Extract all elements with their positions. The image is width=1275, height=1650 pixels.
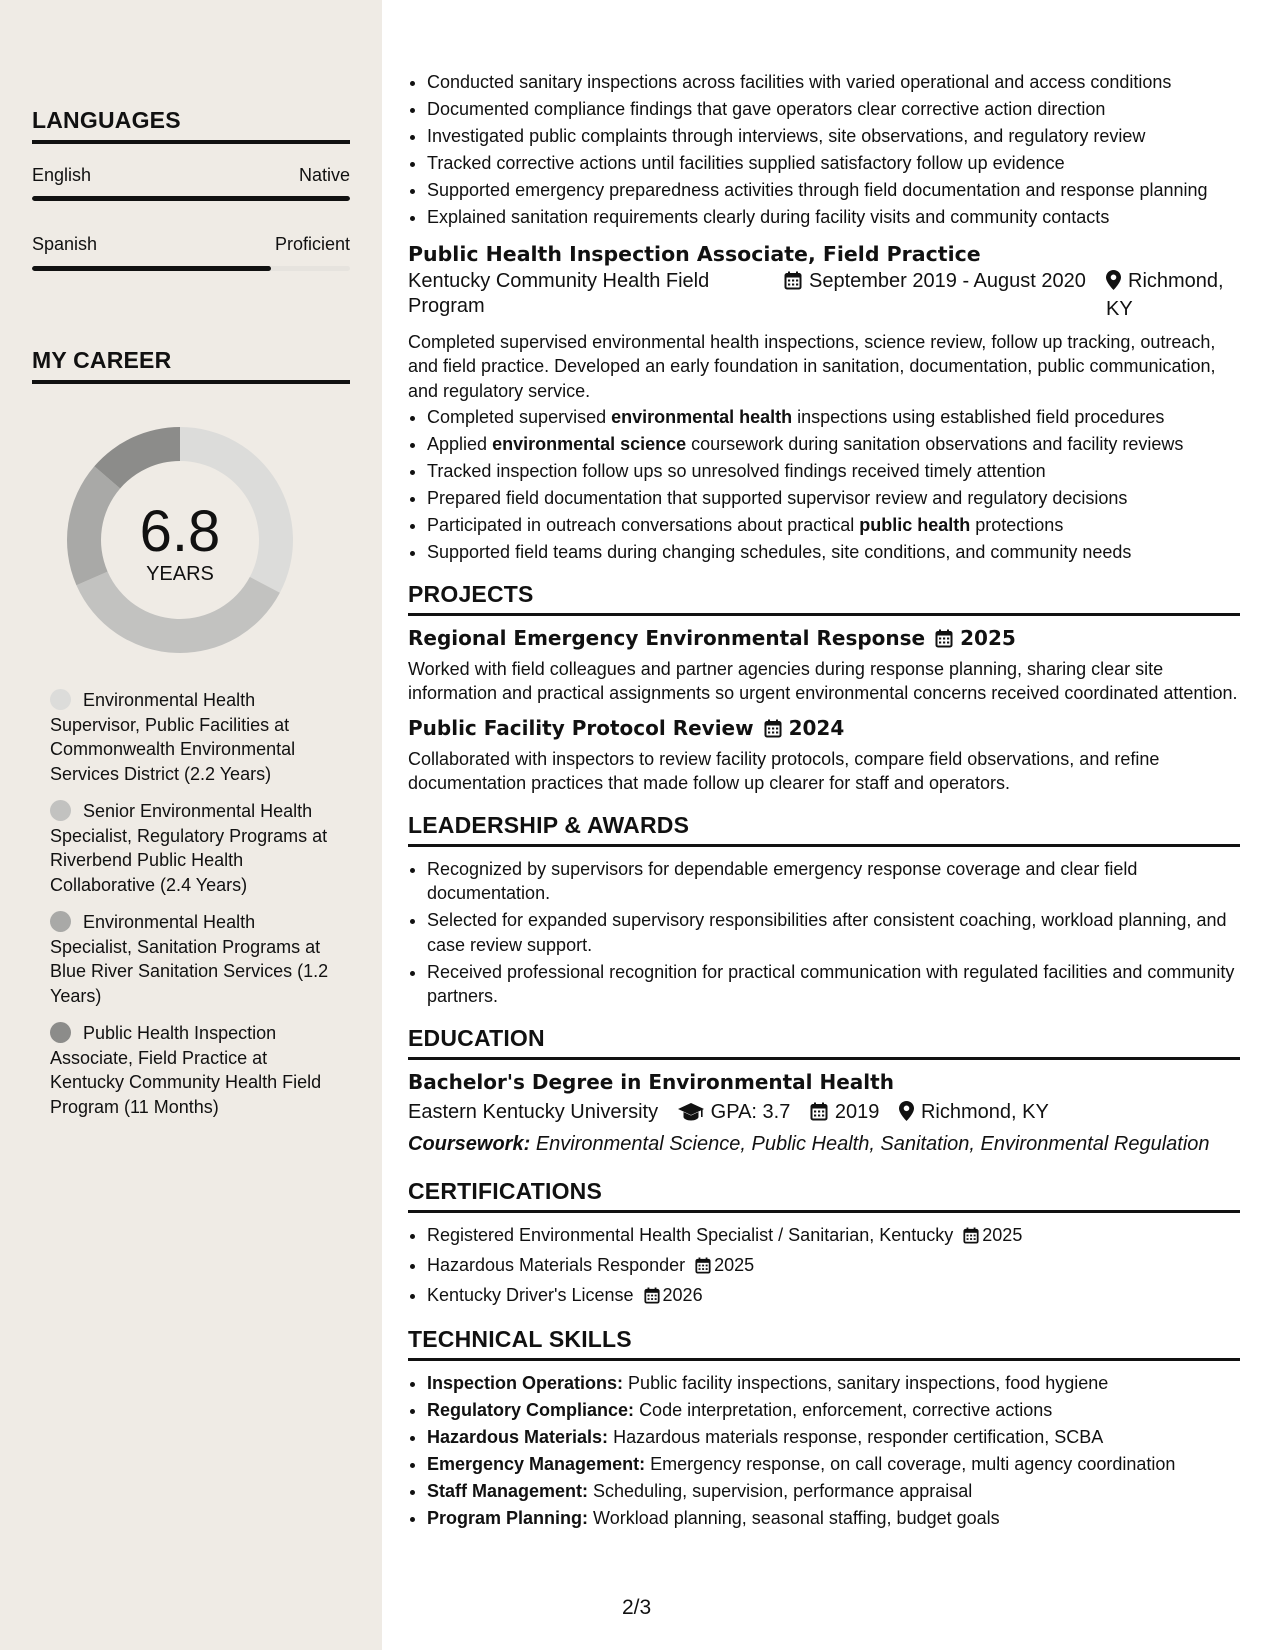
calendar-icon: [695, 1256, 711, 1281]
calendar-icon: [935, 629, 953, 653]
language-bar-fill: [32, 196, 350, 201]
skill-label: Staff Management:: [427, 1481, 589, 1501]
calendar-icon: [810, 1101, 828, 1129]
language-row-english: [32, 165, 350, 186]
bullet-text: inspections using established field procedures: [792, 407, 1165, 427]
graduation-year: 2019: [834, 1100, 880, 1123]
education-heading: EDUCATION: [408, 1025, 1240, 1060]
languages-heading: LANGUAGES: [32, 107, 350, 144]
job-dates-text: September 2019 - August 2020: [809, 269, 1086, 292]
language-row-spanish: [32, 234, 350, 255]
project-name: Public Facility Protocol Review: [408, 715, 754, 740]
language-level: Proficient: [274, 234, 350, 254]
career-item: [50, 688, 330, 786]
list-item: • Recognized by supervisors for dependable emergency response coverage and clear field documentation.: [427, 857, 1240, 906]
bullet-text: Tracked inspection follow ups so unresolved findings received timely attention: [427, 461, 1046, 481]
language-name: Spanish: [32, 234, 98, 254]
skills-heading: TECHNICAL SKILLS: [408, 1326, 1240, 1361]
leadership-heading: LEADERSHIP & AWARDS: [408, 812, 1240, 847]
location-pin-icon: [1106, 270, 1121, 297]
project-description: Collaborated with inspectors to review facility protocols, compare field observations, and refine documentation practices that made follow up clearer for staff and operators.: [408, 748, 1160, 793]
skill-text: Scheduling, supervision, performance appraisal: [593, 1481, 973, 1501]
job-location: [1106, 269, 1240, 322]
list-item: [427, 1253, 1240, 1281]
bullet-bold: environmental health: [611, 407, 793, 427]
language-level: Native: [298, 165, 350, 185]
school-location: Richmond, KY: [920, 1100, 1049, 1123]
list-item: [427, 1452, 1240, 1477]
certification-name: Hazardous Materials Responder: [427, 1254, 686, 1275]
certifications-heading: CERTIFICATIONS: [408, 1178, 1240, 1213]
skill-text: Public facility inspections, sanitary inspections, food hygiene: [628, 1373, 1109, 1393]
list-item: • Explained sanitation requirements clearly during facility visits and community contacts: [427, 205, 1240, 230]
list-item: [427, 1398, 1240, 1423]
job-meta: [408, 269, 1240, 322]
projects-heading: PROJECTS: [408, 581, 1240, 616]
language-bar-english: [32, 196, 350, 201]
list-item: • Investigated public complaints through interviews, site observations, and regulatory review: [427, 124, 1240, 149]
education-meta: [408, 1098, 1240, 1129]
certification-year: 2026: [662, 1284, 703, 1305]
calendar-icon: [963, 1226, 979, 1251]
skill-label: Inspection Operations:: [427, 1373, 624, 1393]
main-content: [408, 70, 1240, 1533]
career-legend-dot: [50, 800, 71, 821]
list-item: [427, 1223, 1240, 1251]
sidebar: [0, 0, 382, 1650]
bullet-text: Supported field teams during changing schedules, site conditions, and community needs: [427, 542, 1132, 562]
job-bullets: [408, 405, 1240, 565]
location-pin-icon: [899, 1101, 914, 1129]
career-item: [50, 1021, 330, 1119]
calendar-icon: [644, 1286, 660, 1311]
list-item: [427, 513, 1240, 538]
page-number: 2/3: [622, 1596, 652, 1619]
list-item: [427, 1371, 1240, 1396]
skills-list: [408, 1371, 1240, 1531]
list-item: [427, 459, 1240, 484]
bullet-text: Completed supervised: [427, 407, 612, 427]
career-legend-dot: [50, 1022, 71, 1043]
career-legend-dot: [50, 911, 71, 932]
bullet-text: protections: [970, 515, 1064, 535]
skill-text: Code interpretation, enforcement, corrective actions: [639, 1400, 1053, 1420]
language-name: English: [32, 165, 92, 185]
project-name: Regional Emergency Environmental Response: [408, 625, 926, 650]
skill-label: Emergency Management:: [427, 1454, 646, 1474]
list-item: [427, 1283, 1240, 1311]
bullet-text: Participated in outreach conversations about practical: [427, 515, 860, 535]
skill-text: Workload planning, seasonal staffing, budget goals: [593, 1508, 1000, 1528]
degree-title: Bachelor's Degree in Environmental Health: [408, 1069, 894, 1094]
bullet-text: Prepared field documentation that supported supervisor review and regulatory decisions: [427, 488, 1128, 508]
skill-text: Emergency response, on call coverage, multi agency coordination: [650, 1454, 1176, 1474]
certification-name: Kentucky Driver's License: [427, 1284, 634, 1305]
job-company: Kentucky Community Health Field Program: [408, 269, 710, 317]
calendar-icon: [764, 719, 782, 743]
certification-year: 2025: [982, 1224, 1023, 1245]
career-item-text: Environmental Health Supervisor, Public Facilities at Commonwealth Environmental Services District (2.2 Years): [50, 690, 296, 784]
career-legend-dot: [50, 689, 71, 710]
job-title: Public Health Inspection Associate, Field Practice: [408, 241, 981, 266]
list-item: [427, 432, 1240, 457]
career-total-value: 6.8: [139, 498, 221, 564]
list-item: • Tracked corrective actions until facilities supplied satisfactory follow up evidence: [427, 151, 1240, 176]
list-item: • Conducted sanitary inspections across facilities with varied operational and access conditions: [427, 70, 1240, 95]
job-location-text: Richmond, KY: [1106, 269, 1224, 320]
bullet-bold: public health: [859, 515, 971, 535]
career-donut-center: [65, 425, 295, 655]
previous-job-bullets: [408, 70, 1240, 230]
skill-label: Regulatory Compliance:: [427, 1400, 635, 1420]
calendar-icon: [784, 271, 802, 297]
list-item: [427, 1506, 1240, 1531]
career-item: [50, 799, 330, 897]
bullet-text: Applied: [427, 434, 493, 454]
career-total-unit: YEARS: [146, 562, 214, 585]
list-item: • Selected for expanded supervisory responsibilities after consistent coaching, workload planning, and case review support.: [427, 908, 1240, 957]
certifications-list: [408, 1223, 1240, 1311]
list-item: • Received professional recognition for practical communication with regulated facilities and community partners.: [427, 960, 1240, 1009]
career-item-text: Environmental Health Specialist, Sanitation Programs at Blue River Sanitation Services (1.2 Years): [50, 912, 329, 1006]
project-year: 2025: [960, 625, 1016, 650]
job-dates: [784, 269, 1106, 322]
language-bar-fill: [32, 266, 271, 271]
career-item-text: Public Health Inspection Associate, Field Practice at Kentucky Community Health Field Program (11 Months): [50, 1023, 322, 1117]
job-summary: Completed supervised environmental health inspections, science review, follow up tracking, outreach, and field practice. Developed an early foundation in sanitation, documentation, public communication, and regulatory service.: [408, 331, 1216, 401]
list-item: • Supported emergency preparedness activities through field documentation and response planning: [427, 178, 1240, 203]
career-item-text: Senior Environmental Health Specialist, Regulatory Programs at Riverbend Public Health Collaborative (2.4 Years): [50, 801, 328, 895]
list-item: • Documented compliance findings that gave operators clear corrective action direction: [427, 97, 1240, 122]
skill-label: Hazardous Materials:: [427, 1427, 609, 1447]
project-title: [408, 716, 1240, 743]
gpa: GPA: 3.7: [710, 1100, 791, 1123]
list-item: [427, 1479, 1240, 1504]
bullet-text: coursework during sanitation observations and facility reviews: [686, 434, 1184, 454]
career-item: [50, 910, 330, 1008]
certification-year: 2025: [714, 1254, 755, 1275]
career-heading: MY CAREER: [32, 347, 350, 384]
list-item: [427, 405, 1240, 430]
coursework: [408, 1133, 1240, 1156]
school-name: Eastern Kentucky University: [408, 1100, 659, 1123]
project-description: Worked with field colleagues and partner agencies during response planning, sharing clear site information and practical assignments so urgent environmental concerns received coordinated attention.: [408, 658, 1238, 703]
skill-label: Program Planning:: [427, 1508, 589, 1528]
coursework-label: Coursework:: [408, 1132, 531, 1155]
language-bar-spanish: [32, 266, 350, 271]
list-item: [427, 1425, 1240, 1450]
skill-text: Hazardous materials response, responder certification, SCBA: [613, 1427, 1104, 1447]
certification-name: Registered Environmental Health Specialist / Sanitarian, Kentucky: [427, 1224, 954, 1245]
list-item: [427, 540, 1240, 565]
project-year: 2024: [788, 715, 845, 740]
career-list: [50, 688, 330, 1132]
project-title: [408, 626, 1240, 653]
coursework-text: Environmental Science, Public Health, Sanitation, Environmental Regulation: [535, 1132, 1210, 1155]
bullet-bold: environmental science: [492, 434, 687, 454]
leadership-list: [408, 857, 1240, 1009]
graduation-cap-icon: [678, 1101, 704, 1129]
list-item: [427, 486, 1240, 511]
